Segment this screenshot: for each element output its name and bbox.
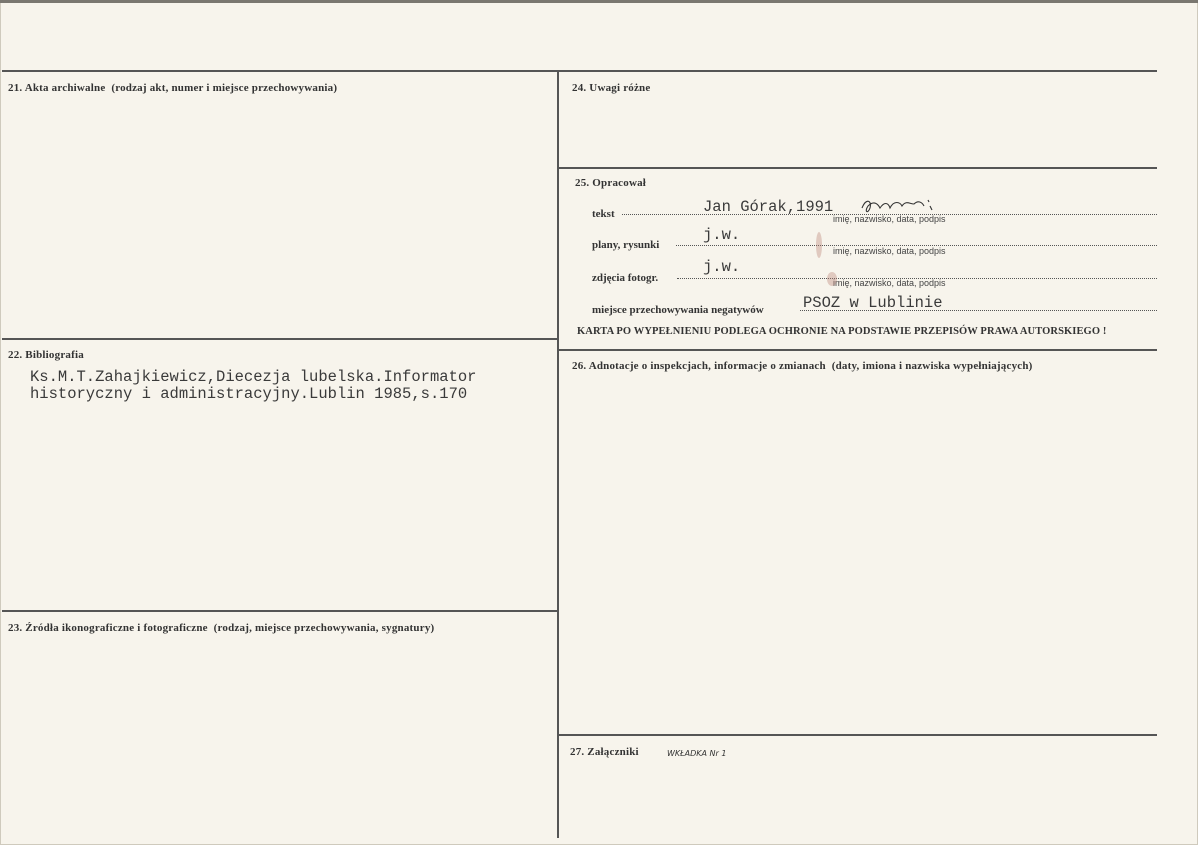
row-plany-value: j.w. — [703, 226, 741, 244]
section-26-note: (daty, imiona i nazwiska wypełniających) — [831, 360, 1033, 372]
row-zdjecia-value: j.w. — [703, 258, 741, 276]
divider-22-23 — [2, 610, 558, 612]
divider-24-25 — [558, 167, 1157, 169]
section-26-label — [572, 360, 1033, 372]
divider-26-27 — [558, 734, 1157, 736]
section-24-title: 24. Uwagi różne — [572, 82, 651, 94]
bibliography-entry — [30, 369, 476, 403]
row-zdjecia-caption: imię, nazwisko, data, podpis — [833, 278, 946, 288]
section-22-title: 22. Bibliografia — [8, 349, 84, 361]
row-tekst-label: tekst — [592, 208, 615, 220]
section-25-title: 25. Opracował — [575, 177, 647, 189]
copyright-notice: KARTA PO WYPEŁNIENIU PODLEGA OCHRONIE NA PODSTAWIE PRZEPISÓW PRAWA AUTORSKIEGO ! — [577, 326, 1107, 337]
stain-mark — [827, 272, 837, 286]
row-zdjecia-label: zdjęcia fotogr. — [592, 272, 659, 284]
bibliography-line-1: Ks.M.T.Zahajkiewicz,Diecezja lubelska.Informator — [30, 368, 477, 386]
divider-25-26 — [558, 349, 1157, 351]
row-tekst-caption: imię, nazwisko, data, podpis — [833, 214, 946, 224]
attachment-handwritten-note: WKŁADKA Nr 1 — [667, 749, 727, 758]
bibliography-line-2: historyczny i administracyjny.Lublin 1985,s.170 — [30, 385, 468, 403]
section-26-title: 26. Adnotacje o inspekcjach, informacje o zmianach — [572, 360, 826, 372]
section-21-label — [8, 82, 337, 94]
row-tekst-value: Jan Górak,1991 — [703, 198, 834, 216]
signature-mark — [858, 194, 938, 216]
top-edge — [0, 0, 1198, 3]
row-plany-label: plany, rysunki — [592, 239, 660, 251]
section-27-title: 27. Załączniki — [570, 746, 639, 758]
section-21-title: 21. Akta archiwalne — [8, 82, 106, 94]
center-divider — [557, 70, 559, 838]
section-23-label — [8, 622, 434, 634]
section-23-note: (rodzaj, miejsce przechowywania, sygnatury) — [213, 622, 435, 634]
top-rule — [2, 70, 1157, 72]
row-negatywy-value: PSOZ w Lublinie — [803, 294, 943, 312]
divider-21-22 — [2, 338, 558, 340]
row-plany-caption: imię, nazwisko, data, podpis — [833, 246, 946, 256]
section-23-title: 23. Źródła ikonograficzne i fotograficzne — [8, 622, 208, 634]
row-negatywy-label: miejsce przechowywania negatywów — [592, 304, 764, 316]
stain-mark — [816, 232, 822, 258]
section-21-note: (rodzaj akt, numer i miejsce przechowywania) — [111, 82, 338, 94]
